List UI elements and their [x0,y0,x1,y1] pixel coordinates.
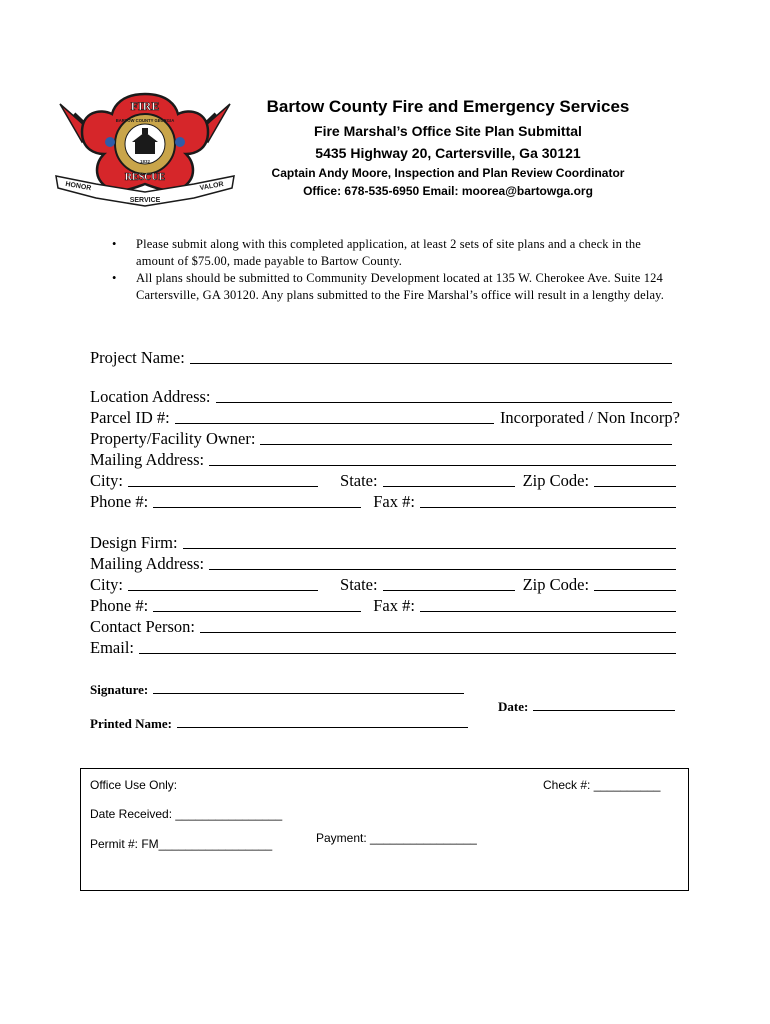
state-label: State: [340,471,378,490]
date-received-field[interactable]: Date Received: ________________ [90,807,283,821]
design-firm-field[interactable] [183,547,676,549]
banner-left-text: HONOR [64,180,92,193]
design-fax-field[interactable] [420,610,676,612]
logo-year-text: 1832 [139,159,151,164]
badge-left-icon [105,137,115,147]
logo-fire-text: FIRE [130,99,160,113]
city-state-zip-row [90,471,676,491]
design-phone-fax-row [90,596,676,616]
page-subtitle: Fire Marshal’s Office Site Plan Submittal [314,123,582,139]
mailing-address-field[interactable] [209,464,676,466]
owner-field[interactable] [260,443,672,445]
contact-person-field[interactable] [200,631,676,633]
badge-right-icon [175,137,185,147]
owner-label: Property/Facility Owner: [90,429,256,448]
check-number-field[interactable]: Check #: __________ [543,778,661,792]
email-field[interactable] [139,652,676,654]
office-use-box [80,768,689,891]
project-name-field[interactable] [190,362,672,364]
design-zip-field[interactable] [594,589,676,591]
instruction-text: Please submit along with this completed application, at least 2 sets of site plans and a check in the amount of $75.00, made payable to Bartow County. [136,237,641,268]
design-city-state-zip-row [90,575,676,595]
design-state-label: State: [340,575,378,594]
coordinator-name: Captain Andy Moore, Inspection and Plan Review Coordinator [271,166,625,180]
design-city-label: City: [90,575,124,594]
fire-rescue-logo [52,92,238,214]
date-field[interactable] [533,709,675,711]
design-mailing-row [90,554,676,574]
location-address-label: Location Address: [90,387,211,406]
project-name-row [90,348,672,368]
banner-right-text: VALOR [199,180,225,193]
date-label: Date: [498,699,529,714]
banner-center-text: SERVICE [129,197,161,204]
parcel-id-field[interactable] [175,422,494,424]
email-row [90,638,676,658]
design-city-field[interactable] [128,589,318,591]
project-name-label: Project Name: [90,348,185,367]
design-mailing-label: Mailing Address: [90,554,205,573]
fax-field[interactable] [420,506,676,508]
incorporated-option[interactable]: Incorporated / Non Incorp? [499,408,680,427]
logo-ring-text: BARTOW COUNTY GEORGIA [115,118,175,123]
design-zip-label: Zip Code: [522,575,590,594]
design-firm-label: Design Firm: [90,533,178,552]
contact-person-label: Contact Person: [90,617,195,636]
design-phone-label: Phone #: [90,596,149,615]
city-label: City: [90,471,124,490]
zip-label: Zip Code: [522,471,590,490]
instruction-text: All plans should be submitted to Community Development located at 135 W. Cherokee Ave. Suite 124 Cartersville, GA 30120. Any plans submitted to the Fire Marshal’s office will result in a lengthy delay. [136,271,665,302]
state-field[interactable] [383,485,515,487]
design-state-field[interactable] [383,589,515,591]
location-address-row [90,387,672,407]
mailing-address-label: Mailing Address: [90,450,205,469]
signature-row [90,678,464,698]
parcel-id-label: Parcel ID #: [90,408,170,427]
instruction-item [112,236,672,270]
phone-fax-row [90,492,676,512]
permit-number-field[interactable]: Permit #: FM_________________ [90,837,273,851]
contact-person-row [90,617,676,637]
payment-field[interactable]: Payment: ________________ [316,831,477,845]
location-address-field[interactable] [216,401,672,403]
design-phone-field[interactable] [153,610,361,612]
design-fax-label: Fax #: [373,596,415,615]
office-contact: Office: 678-535-6950 Email: moorea@bartowga.org [303,184,593,198]
design-mailing-field[interactable] [209,568,676,570]
signature-field[interactable] [153,692,464,694]
city-field[interactable] [128,485,318,487]
office-address: 5435 Highway 20, Cartersville, Ga 30121 [315,145,581,161]
instructions-list [112,236,672,304]
zip-field[interactable] [594,485,676,487]
parcel-id-row [90,408,680,428]
phone-field[interactable] [153,506,361,508]
logo-rescue-text: RESCUE [124,172,166,183]
instruction-item [112,270,672,304]
phone-label: Phone #: [90,492,149,511]
date-row [498,695,675,715]
bullet-icon: • [112,271,117,285]
printed-name-label: Printed Name: [90,716,172,731]
page-title: Bartow County Fire and Emergency Services [266,97,630,116]
design-firm-row [90,533,676,553]
bullet-icon: • [112,237,117,251]
mailing-address-row [90,450,676,470]
printed-name-field[interactable] [177,726,468,728]
signature-label: Signature: [90,682,149,697]
printed-name-row [90,712,468,732]
owner-row [90,429,672,449]
fax-label: Fax #: [373,492,415,511]
office-use-heading: Office Use Only: [90,778,178,792]
email-label: Email: [90,638,134,657]
